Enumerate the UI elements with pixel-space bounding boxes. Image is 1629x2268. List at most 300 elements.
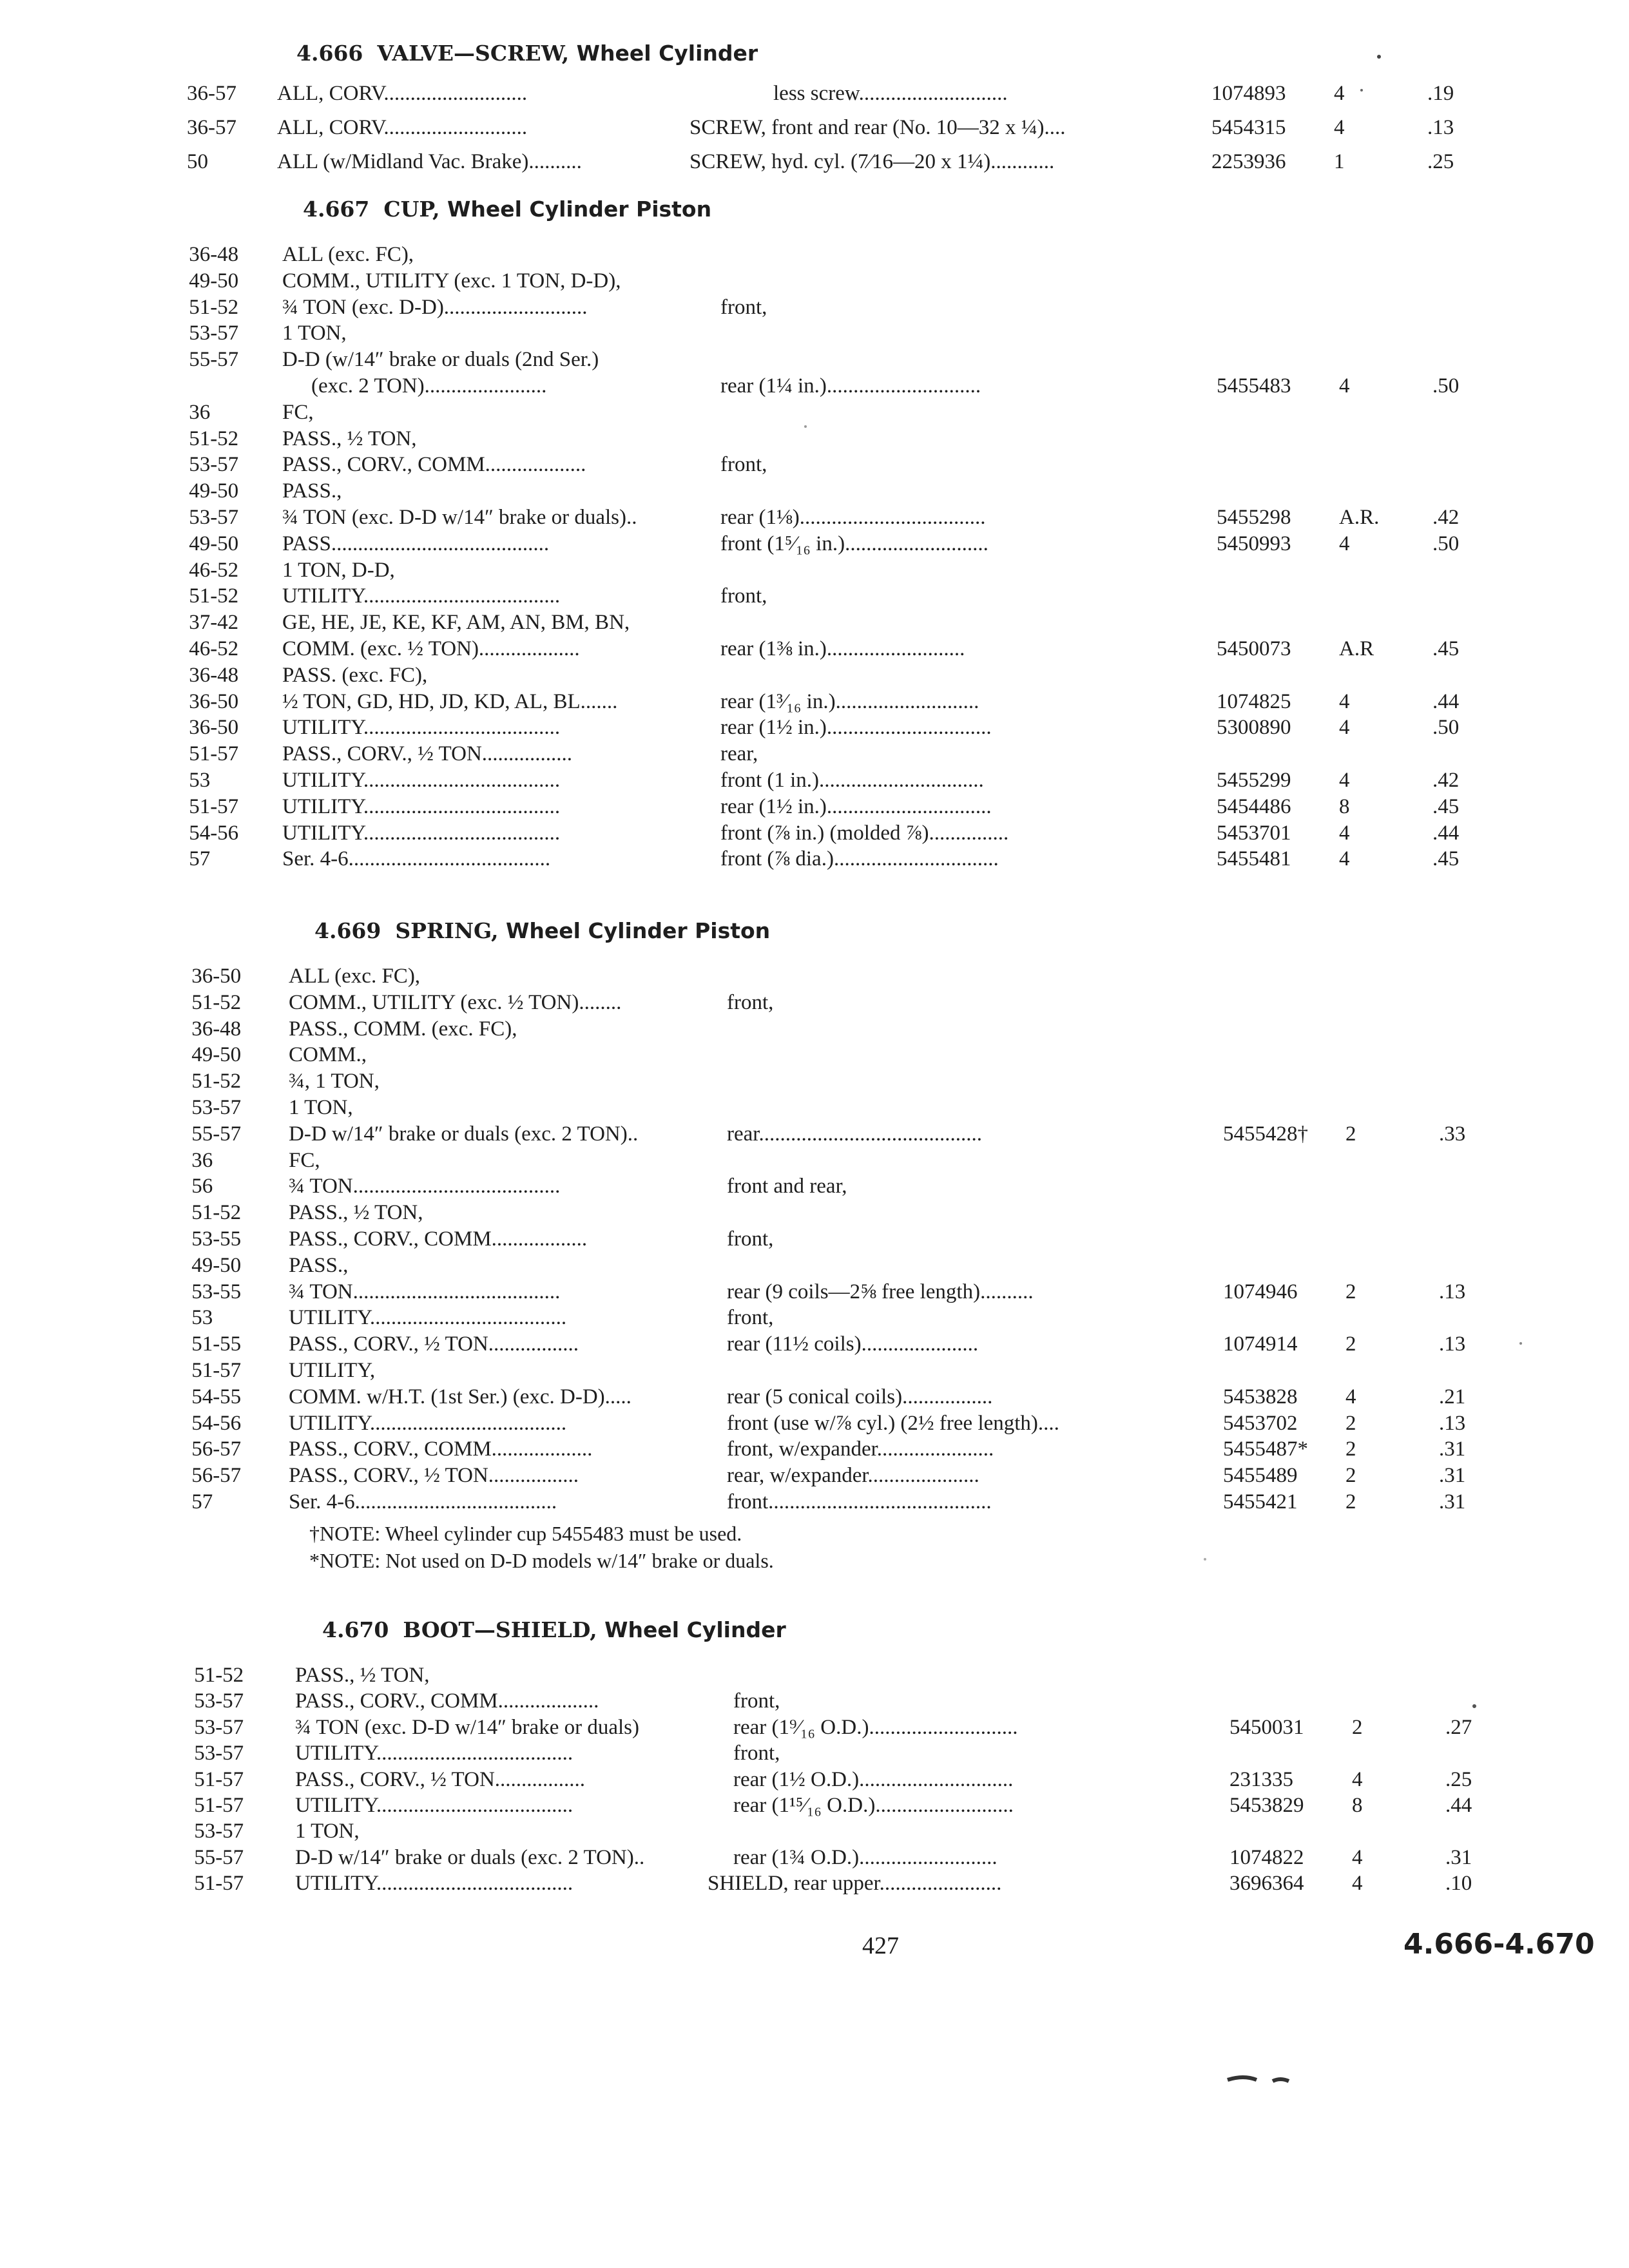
price: .42 <box>1432 769 1460 792</box>
parts-row <box>0 399 1629 425</box>
model-application: UTILITY..................................... <box>282 794 561 818</box>
part-description: rear (1³⁄₁₆ in.)........................... <box>720 689 979 713</box>
part-number: 5300890 <box>1217 716 1291 740</box>
section-heading <box>296 41 758 66</box>
part-description: rear (1½ in.)............................... <box>720 716 992 740</box>
model-years: 53-57 <box>189 322 239 345</box>
model-years: 56-57 <box>191 1437 242 1461</box>
model-application: ¾ TON (exc. D-D w/14″ brake or duals) <box>295 1715 639 1739</box>
quantity: 4 <box>1352 1872 1363 1896</box>
parts-row <box>0 426 1629 452</box>
parts-row <box>0 1148 1629 1173</box>
parts-row <box>0 1358 1629 1383</box>
model-years: 51-52 <box>191 990 242 1014</box>
section-title: VALVE—SCREW, <box>377 41 570 66</box>
model-years: 54-55 <box>191 1385 242 1408</box>
model-years: 51-52 <box>191 1070 242 1093</box>
model-years: 53-57 <box>194 1820 244 1843</box>
model-years: 51-57 <box>191 1359 242 1382</box>
model-application: ¾ TON (exc. D-D w/14″ brake or duals).. <box>282 506 637 529</box>
model-application: PASS., ½ TON, <box>289 1201 423 1225</box>
model-application: FC, <box>282 400 314 424</box>
price: .45 <box>1432 637 1460 660</box>
part-description: rear (11½ coils)...................... <box>727 1332 979 1356</box>
parts-row <box>0 294 1629 320</box>
section-title: CUP, <box>383 197 440 222</box>
part-number: 5454486 <box>1217 794 1291 818</box>
quantity: 4 <box>1345 1385 1356 1408</box>
price: .31 <box>1439 1464 1466 1488</box>
part-number: 5454315 <box>1211 116 1286 139</box>
quantity: 4 <box>1339 716 1350 740</box>
model-application: PASS., CORV., COMM................... <box>282 453 586 477</box>
quantity: 2 <box>1352 1715 1363 1739</box>
parts-row <box>0 1384 1629 1410</box>
price: .50 <box>1432 374 1460 398</box>
model-application: ALL, CORV........................... <box>277 82 528 105</box>
model-application: PASS., CORV., ½ TON................. <box>295 1767 586 1791</box>
part-description: front, <box>720 584 767 608</box>
parts-row <box>0 1688 1629 1714</box>
model-application: ¾, 1 TON, <box>289 1070 380 1093</box>
quantity: 8 <box>1352 1794 1363 1817</box>
parts-row <box>0 610 1629 635</box>
model-application: ¾ TON (exc. D-D)........................... <box>282 295 588 319</box>
model-years: 36-57 <box>187 116 236 139</box>
model-application: D-D w/14″ brake or duals (exc. 2 TON).. <box>289 1122 639 1146</box>
model-years: 53-57 <box>194 1742 244 1765</box>
price: .13 <box>1427 116 1454 139</box>
model-application: PASS., COMM. (exc. FC), <box>289 1017 517 1041</box>
model-application: UTILITY..................................... <box>289 1411 567 1435</box>
price: .25 <box>1445 1767 1472 1791</box>
part-number: 5455489 <box>1223 1464 1298 1488</box>
part-number: 5450993 <box>1217 532 1291 555</box>
quantity: 8 <box>1339 794 1350 818</box>
model-application: UTILITY..................................... <box>295 1794 574 1817</box>
parts-row <box>0 1662 1629 1688</box>
part-description: front (⅞ dia.)............................... <box>720 847 999 871</box>
quantity: 2 <box>1345 1437 1356 1461</box>
price: .50 <box>1432 532 1460 555</box>
part-number: 5455298 <box>1217 506 1291 529</box>
quantity: 2 <box>1345 1280 1356 1303</box>
part-description: front (1 in.)............................... <box>720 769 984 792</box>
part-description: front, <box>733 1689 780 1713</box>
part-number: 5450073 <box>1217 637 1291 660</box>
parts-row <box>0 505 1629 530</box>
model-application: COMM., <box>289 1043 367 1067</box>
model-years: 53-57 <box>191 1096 242 1119</box>
model-application: UTILITY..................................... <box>282 716 561 740</box>
part-description: front, <box>733 1742 780 1765</box>
section-heading <box>314 918 770 943</box>
parts-row <box>0 1200 1629 1225</box>
price: .19 <box>1427 82 1454 105</box>
model-years: 49-50 <box>191 1253 242 1277</box>
parts-row <box>0 531 1629 557</box>
quantity: 4 <box>1339 847 1350 871</box>
model-years: 51-57 <box>189 742 239 766</box>
parts-row <box>0 794 1629 820</box>
parts-row <box>0 1253 1629 1278</box>
model-application: Ser. 4-6...................................... <box>289 1490 557 1514</box>
model-years: 36-48 <box>189 663 239 687</box>
part-description: rear (1½ O.D.)............................. <box>733 1767 1014 1791</box>
quantity: 4 <box>1339 821 1350 845</box>
model-application: ½ TON, GD, HD, JD, KD, AL, BL....... <box>282 689 618 713</box>
part-number: 1074893 <box>1211 82 1286 105</box>
parts-row <box>0 820 1629 846</box>
parts-row <box>0 1740 1629 1766</box>
quantity: 4 <box>1339 769 1350 792</box>
model-application: PASS., CORV., COMM................... <box>295 1689 599 1713</box>
part-description: SCREW, hyd. cyl. (7⁄16—20 x 1¼)............ <box>689 150 1055 173</box>
part-number: 5455481 <box>1217 847 1291 871</box>
section-subtitle: Wheel Cylinder <box>576 41 758 66</box>
part-description: rear, w/expander..................... <box>727 1464 979 1488</box>
section-range: 4.666-4.670 <box>1403 1928 1595 1961</box>
model-years: 36 <box>189 400 211 424</box>
part-description: rear (1⅛)................................... <box>720 506 986 529</box>
parts-row <box>0 583 1629 609</box>
model-years: 51-52 <box>189 584 239 608</box>
section-number: 4.667 <box>303 197 370 222</box>
price: .42 <box>1432 506 1460 529</box>
parts-row <box>0 452 1629 477</box>
model-application: D-D (w/14″ brake or duals (2nd Ser.) <box>282 348 599 372</box>
model-application: 1 TON, <box>295 1820 360 1843</box>
part-description: rear.......................................... <box>727 1122 982 1146</box>
part-number: 5453701 <box>1217 821 1291 845</box>
model-application: COMM. (exc. ½ TON)................... <box>282 637 580 660</box>
model-application: COMM. w/H.T. (1st Ser.) (exc. D-D)..... <box>289 1385 631 1408</box>
parts-row <box>0 990 1629 1015</box>
price: .45 <box>1432 847 1460 871</box>
price: .33 <box>1439 1122 1466 1146</box>
parts-row <box>0 1121 1629 1147</box>
quantity: 1 <box>1334 150 1345 173</box>
footnote: †NOTE: Wheel cylinder cup 5455483 must be used. <box>309 1521 742 1545</box>
model-application: COMM., UTILITY (exc. ½ TON)........ <box>289 990 622 1014</box>
quantity: A.R <box>1339 637 1374 660</box>
parts-row <box>0 1042 1629 1068</box>
model-years: 36-48 <box>191 1017 242 1041</box>
part-description: front (⅞ in.) (molded ⅞)............... <box>720 821 1009 845</box>
part-number: 5453828 <box>1223 1385 1298 1408</box>
model-application: ¾ TON....................................... <box>289 1175 561 1198</box>
section-number: 4.666 <box>296 41 363 66</box>
parts-row <box>0 81 1629 106</box>
part-number: 1074914 <box>1223 1332 1298 1356</box>
parts-row <box>0 1845 1629 1870</box>
model-years: 57 <box>191 1490 213 1514</box>
section-subtitle: Wheel Cylinder <box>604 1617 786 1642</box>
quantity: 2 <box>1345 1490 1356 1514</box>
model-years: 54-56 <box>191 1411 242 1435</box>
part-description: less screw............................ <box>773 82 1008 105</box>
quantity: 4 <box>1334 116 1345 139</box>
parts-row <box>0 846 1629 872</box>
part-description: rear (1⁹⁄₁₆ O.D.)............................ <box>733 1715 1018 1739</box>
part-number: 5455428† <box>1223 1122 1308 1146</box>
quantity: 4 <box>1352 1767 1363 1791</box>
section-subtitle: Wheel Cylinder Piston <box>447 197 712 222</box>
parts-row <box>0 1792 1629 1818</box>
parts-row <box>0 715 1629 740</box>
parts-row <box>0 1095 1629 1120</box>
model-years: 53-57 <box>194 1715 244 1739</box>
price: .21 <box>1439 1385 1466 1408</box>
parts-row <box>0 1818 1629 1844</box>
model-application: ALL (exc. FC), <box>289 965 421 988</box>
part-number: 1074946 <box>1223 1280 1298 1303</box>
parts-row <box>0 268 1629 294</box>
parts-row <box>0 242 1629 267</box>
part-description: front, w/expander...................... <box>727 1437 994 1461</box>
model-application: UTILITY, <box>289 1359 376 1382</box>
price: .13 <box>1439 1332 1466 1356</box>
price: .45 <box>1432 794 1460 818</box>
model-years: 51-57 <box>194 1872 244 1896</box>
parts-row <box>0 1279 1629 1305</box>
model-application: PASS., ½ TON, <box>282 427 417 450</box>
model-application: UTILITY..................................... <box>295 1872 574 1896</box>
parts-row <box>0 1331 1629 1357</box>
parts-row <box>0 347 1629 372</box>
model-years: 55-57 <box>191 1122 242 1146</box>
model-years: 51-57 <box>189 794 239 818</box>
parts-row <box>0 320 1629 346</box>
model-application: ¾ TON....................................... <box>289 1280 561 1303</box>
part-number: 5455421 <box>1223 1490 1298 1514</box>
section-number: 4.670 <box>322 1617 389 1642</box>
model-application: PASS., CORV., ½ TON................. <box>289 1464 579 1488</box>
model-application: UTILITY..................................... <box>282 769 561 792</box>
price: .10 <box>1445 1872 1472 1896</box>
model-years: 49-50 <box>189 479 239 503</box>
part-description: front (1⁵⁄₁₆ in.)........................... <box>720 532 988 555</box>
parts-row <box>0 1410 1629 1436</box>
parts-row <box>0 1226 1629 1252</box>
parts-row <box>0 557 1629 583</box>
parts-row <box>0 1436 1629 1462</box>
model-application: COMM., UTILITY (exc. 1 TON, D-D), <box>282 269 621 293</box>
parts-row <box>0 1870 1629 1896</box>
model-years: 46-52 <box>189 637 239 660</box>
part-number: 1074825 <box>1217 689 1291 713</box>
part-number: 5455299 <box>1217 769 1291 792</box>
part-description: SHIELD, rear upper....................... <box>708 1872 1002 1896</box>
model-years: 51-55 <box>191 1332 242 1356</box>
model-years: 37-42 <box>189 611 239 635</box>
part-description: rear (1¾ O.D.).......................... <box>733 1845 998 1869</box>
quantity: 4 <box>1339 374 1350 398</box>
parts-row <box>0 689 1629 715</box>
part-description: front, <box>727 1306 774 1330</box>
part-description: front, <box>727 990 774 1014</box>
model-years: 46-52 <box>189 558 239 582</box>
part-description: front, <box>720 453 767 477</box>
parts-row <box>0 115 1629 140</box>
part-description: rear (1⅜ in.).......................... <box>720 637 965 660</box>
part-description: rear, <box>720 742 758 766</box>
quantity: 4 <box>1339 689 1350 713</box>
model-years: 53 <box>191 1306 213 1330</box>
parts-row <box>0 636 1629 662</box>
model-years: 53-55 <box>191 1227 242 1251</box>
parts-row <box>0 662 1629 688</box>
quantity: 4 <box>1339 532 1350 555</box>
model-application: PASS., CORV., ½ TON................. <box>289 1332 579 1356</box>
model-years: 53-57 <box>189 453 239 477</box>
model-years: 55-57 <box>189 348 239 372</box>
model-application: UTILITY..................................... <box>295 1742 574 1765</box>
model-years: 36-57 <box>187 82 236 105</box>
part-description: rear (1¹⁵⁄₁₆ O.D.).......................... <box>733 1794 1014 1817</box>
model-years: 57 <box>189 847 211 871</box>
model-application: PASS., ½ TON, <box>295 1664 430 1687</box>
price: .44 <box>1432 821 1460 845</box>
model-application: D-D w/14″ brake or duals (exc. 2 TON).. <box>295 1845 645 1869</box>
section-number: 4.669 <box>314 918 381 943</box>
model-application: PASS., <box>282 479 342 503</box>
model-application: (exc. 2 TON)....................... <box>311 374 547 398</box>
parts-row <box>0 373 1629 399</box>
part-number: 2253936 <box>1211 150 1286 173</box>
price: .27 <box>1445 1715 1472 1739</box>
quantity: A.R. <box>1339 506 1380 529</box>
parts-row <box>0 963 1629 989</box>
model-application: PASS., CORV., ½ TON................. <box>282 742 573 766</box>
model-application: UTILITY..................................... <box>282 821 561 845</box>
part-number: 5450031 <box>1229 1715 1304 1739</box>
parts-row <box>0 767 1629 793</box>
parts-row <box>0 1489 1629 1515</box>
price: .31 <box>1439 1490 1466 1514</box>
section-heading <box>322 1617 786 1642</box>
page-number: 427 <box>862 1932 899 1959</box>
model-years: 36-50 <box>191 965 242 988</box>
parts-row <box>0 1463 1629 1488</box>
parts-row <box>0 1715 1629 1740</box>
footnote: *NOTE: Not used on D-D models w/14″ brake or duals. <box>309 1548 774 1572</box>
part-number: 5455487* <box>1223 1437 1308 1461</box>
parts-row <box>0 1173 1629 1199</box>
parts-row <box>0 1305 1629 1331</box>
model-application: 1 TON, D-D, <box>282 558 395 582</box>
quantity: 4 <box>1352 1845 1363 1869</box>
price: .31 <box>1445 1845 1472 1869</box>
price: .31 <box>1439 1437 1466 1461</box>
part-description: rear (5 conical coils)................. <box>727 1385 993 1408</box>
part-number: 5453829 <box>1229 1794 1304 1817</box>
model-years: 51-52 <box>189 295 239 319</box>
model-application: ALL (exc. FC), <box>282 243 414 266</box>
model-application: GE, HE, JE, KE, KF, AM, AN, BM, BN, <box>282 611 630 635</box>
price: .13 <box>1439 1280 1466 1303</box>
price: .50 <box>1432 716 1460 740</box>
quantity: 2 <box>1345 1332 1356 1356</box>
part-description: front, <box>727 1227 774 1251</box>
model-application: UTILITY..................................... <box>282 584 561 608</box>
model-years: 50 <box>187 150 208 173</box>
part-description: front.......................................... <box>727 1490 992 1514</box>
section-subtitle: Wheel Cylinder Piston <box>506 918 771 943</box>
parts-row <box>0 149 1629 175</box>
part-description: rear (9 coils—2⅝ free length).......... <box>727 1280 1034 1303</box>
parts-row <box>0 478 1629 504</box>
section-title: BOOT—SHIELD, <box>403 1617 597 1642</box>
model-years: 51-52 <box>191 1201 242 1225</box>
model-application: ALL, CORV........................... <box>277 116 528 139</box>
price: .44 <box>1432 689 1460 713</box>
model-application: UTILITY..................................... <box>289 1306 567 1330</box>
part-number: 3696364 <box>1229 1872 1304 1896</box>
model-years: 51-57 <box>194 1767 244 1791</box>
parts-row <box>0 741 1629 767</box>
model-years: 56-57 <box>191 1464 242 1488</box>
parts-row <box>0 1068 1629 1094</box>
quantity: 2 <box>1345 1464 1356 1488</box>
model-years: 55-57 <box>194 1845 244 1869</box>
quantity: 2 <box>1345 1411 1356 1435</box>
model-years: 51-57 <box>194 1794 244 1817</box>
section-heading <box>303 197 711 222</box>
part-description: SCREW, front and rear (No. 10—32 x ¼).... <box>689 116 1066 139</box>
part-number: 5455483 <box>1217 374 1291 398</box>
price: .25 <box>1427 150 1454 173</box>
model-years: 36-50 <box>189 716 239 740</box>
model-application: Ser. 4-6...................................... <box>282 847 551 871</box>
model-application: PASS. (exc. FC), <box>282 663 428 687</box>
model-application: PASS., CORV., COMM.................. <box>289 1227 588 1251</box>
part-number: 231335 <box>1229 1767 1293 1791</box>
model-application: 1 TON, <box>282 322 347 345</box>
model-years: 54-56 <box>189 821 239 845</box>
model-application: PASS., CORV., COMM................... <box>289 1437 593 1461</box>
model-years: 49-50 <box>191 1043 242 1067</box>
part-description: front and rear, <box>727 1175 847 1198</box>
model-years: 53-57 <box>189 506 239 529</box>
model-years: 53-55 <box>191 1280 242 1303</box>
model-years: 36 <box>191 1148 213 1172</box>
model-years: 53 <box>189 769 211 792</box>
model-application: PASS., <box>289 1253 349 1277</box>
parts-row <box>0 1016 1629 1042</box>
price: .13 <box>1439 1411 1466 1435</box>
part-number: 5453702 <box>1223 1411 1298 1435</box>
part-description: rear (1½ in.)............................... <box>720 794 992 818</box>
model-years: 36-50 <box>189 689 239 713</box>
part-description: front (use w/⅞ cyl.) (2½ free length).... <box>727 1411 1059 1435</box>
model-years: 49-50 <box>189 532 239 555</box>
part-description: rear (1¼ in.)............................. <box>720 374 981 398</box>
model-years: 53-57 <box>194 1689 244 1713</box>
model-application: FC, <box>289 1148 320 1172</box>
model-years: 36-48 <box>189 243 239 266</box>
model-application: PASS......................................... <box>282 532 550 555</box>
model-years: 56 <box>191 1175 213 1198</box>
model-application: ALL (w/Midland Vac. Brake).......... <box>277 150 582 173</box>
quantity: 2 <box>1345 1122 1356 1146</box>
part-description: front, <box>720 295 767 319</box>
model-years: 51-52 <box>189 427 239 450</box>
model-years: 51-52 <box>194 1664 244 1687</box>
part-number: 1074822 <box>1229 1845 1304 1869</box>
quantity: 4 <box>1334 82 1345 105</box>
model-years: 49-50 <box>189 269 239 293</box>
